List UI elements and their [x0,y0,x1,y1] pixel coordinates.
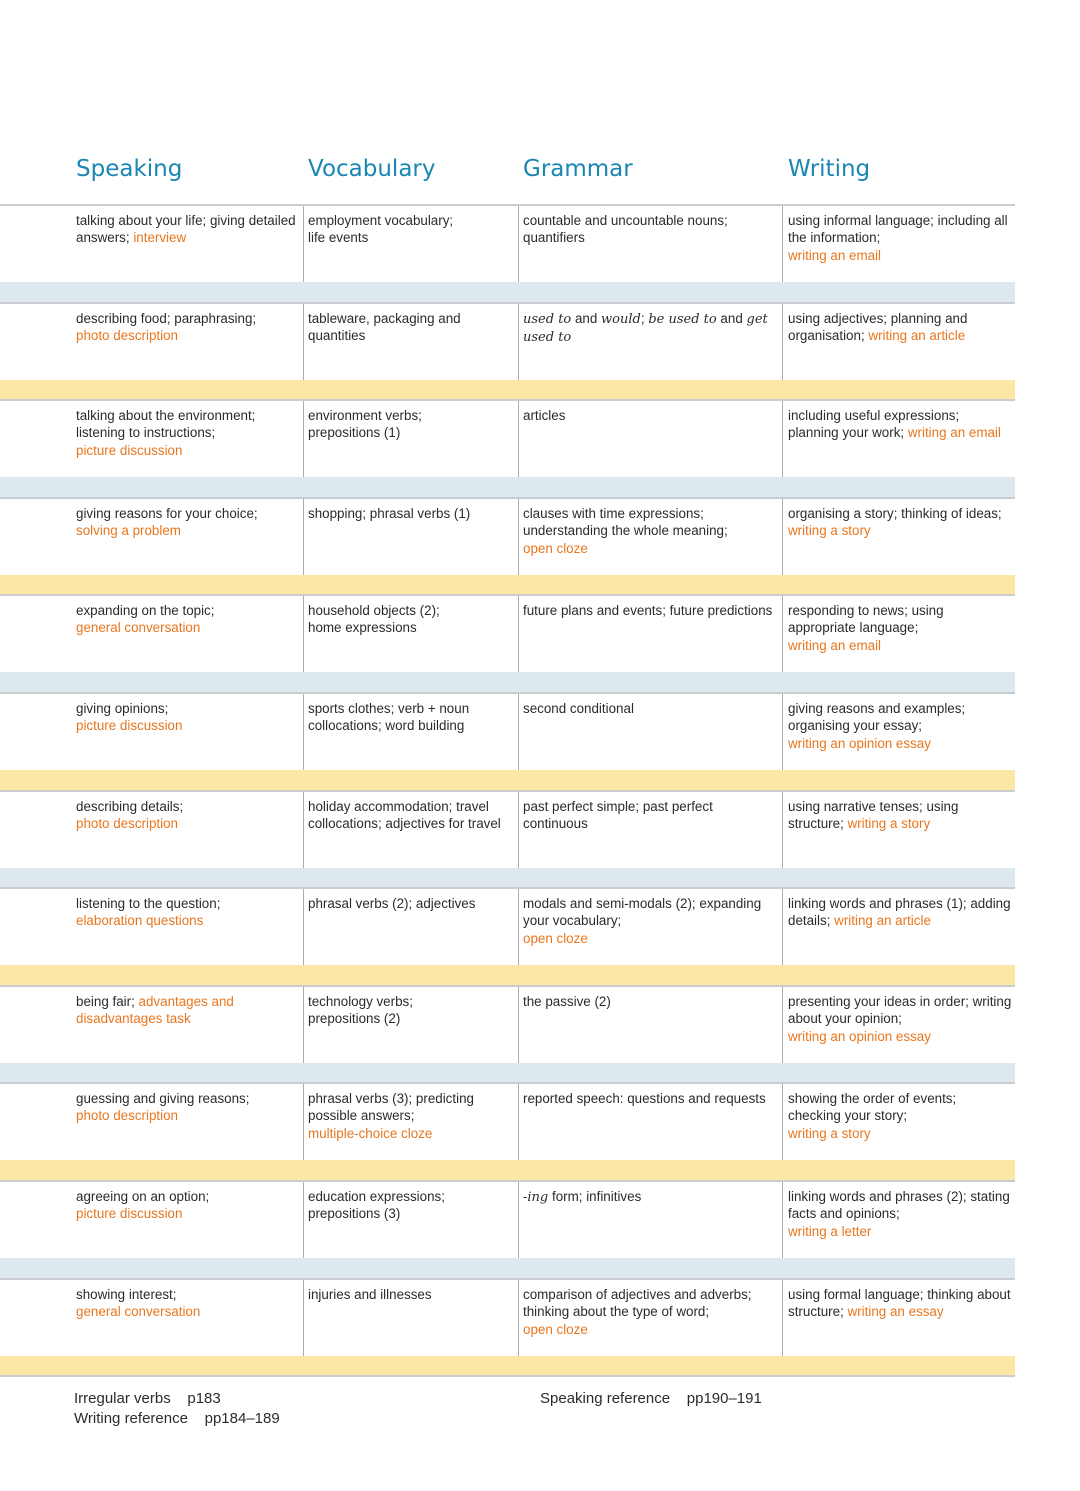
column-divider [303,1182,304,1258]
row-band [0,770,1015,790]
exam-task-link: general conversation [76,1304,201,1320]
row-band [0,965,1015,985]
exam-task-link: photo description [76,328,178,344]
row-band [0,575,1015,595]
row-divider [0,497,1015,499]
exam-task-link: writing an email [907,425,1001,441]
cell-text: organising a story; thinking of ideas; [788,506,1002,521]
italic-term: used to [523,312,572,327]
grammar-cell [523,798,779,833]
table-row [0,497,1015,595]
vocabulary-cell [308,993,513,1028]
cell-text: and [716,311,747,326]
writing-cell [788,1090,1012,1142]
column-divider [518,1280,519,1356]
row-divider [0,1180,1015,1182]
table-row [0,1082,1015,1180]
cell-text: presenting your ideas in order; writing about your opinion; [788,994,1012,1027]
row-divider [0,399,1015,401]
writing-cell [788,407,1012,442]
column-divider [782,499,783,575]
vocabulary-cell [308,700,513,735]
speaking-cell [76,700,298,735]
cell-text: linking words and phrases (2); stating facts and opinions; [788,1189,1010,1222]
cell-text: countable and uncountable nouns; quantifiers [523,213,728,246]
exam-task-link: writing an email [788,637,882,653]
cell-text: form; infinitives [548,1189,642,1204]
speaking-cell [76,895,298,930]
exam-task-link: writing an essay [847,1304,944,1320]
cell-text: linking words and phrases (1); adding details; [788,896,1011,929]
vocabulary-cell [308,407,513,442]
header-vocabulary: Vocabulary [308,156,436,182]
cell-text: giving reasons and examples; organising your essay; [788,701,966,734]
writing-cell [788,1188,1012,1240]
cell-text: expanding on the topic; [76,603,215,618]
column-divider [782,1084,783,1160]
grammar-cell [523,700,779,717]
column-divider [518,792,519,868]
header-writing: Writing [788,156,871,182]
cell-text: guessing and giving reasons; [76,1091,250,1106]
exam-task-link: writing a letter [788,1223,872,1239]
footer-irregular-verbs: Irregular verbs p183 [74,1390,221,1407]
column-divider [782,694,783,770]
table-row [0,692,1015,790]
cell-text: employment vocabulary; life events [308,213,454,246]
header-grammar: Grammar [523,156,633,182]
column-divider [782,792,783,868]
row-divider [0,1082,1015,1084]
cell-text: using narrative tenses; using structure; [788,799,959,832]
cell-text: using adjectives; planning and organisation; [788,311,968,344]
speaking-cell [76,1188,298,1223]
cell-text: showing the order of events; checking your story; [788,1091,957,1124]
italic-term: get used to [523,312,768,346]
cell-text: showing interest; [76,1287,177,1302]
cell-text: education expressions; prepositions (3) [308,1189,445,1222]
column-divider [518,889,519,965]
exam-task-link: writing an opinion essay [788,735,931,751]
row-divider [0,302,1015,304]
header-speaking: Speaking [76,156,183,182]
cell-text: reported speech: questions and requests [523,1091,766,1106]
cell-text: using formal language; thinking about structure; [788,1287,1011,1320]
table-row [0,302,1015,400]
exam-task-link: advantages and disadvantages task [76,994,234,1027]
row-band [0,477,1015,497]
italic-term: be used to [648,312,717,327]
writing-cell [788,700,1012,752]
cell-text: comparison of adjectives and adverbs; thinking about the type of word; [523,1287,752,1320]
vocabulary-cell [308,310,513,345]
exam-task-link: writing an article [868,328,966,344]
table-row [0,1180,1015,1278]
exam-task-link: solving a problem [76,523,181,539]
vocabulary-cell [308,1188,513,1223]
writing-cell [788,505,1012,540]
table-bottom-rule [0,1375,1015,1377]
vocabulary-cell [308,1286,513,1303]
writing-cell [788,602,1012,654]
row-divider [0,1278,1015,1280]
speaking-cell [76,993,298,1028]
grammar-cell [523,212,779,247]
exam-task-link: writing a story [788,1125,871,1141]
exam-task-link: open cloze [523,540,588,556]
exam-task-link: general conversation [76,620,201,636]
column-divider [782,987,783,1063]
cell-text: tableware, packaging and quantities [308,311,461,344]
table-row [0,790,1015,888]
row-band [0,1063,1015,1083]
table-row [0,985,1015,1083]
column-divider [518,1084,519,1160]
column-divider [782,206,783,282]
grammar-cell [523,505,779,557]
column-divider [303,694,304,770]
vocabulary-cell [308,1090,513,1142]
column-divider [518,1182,519,1258]
column-divider [782,1182,783,1258]
cell-text: the passive (2) [523,994,611,1009]
column-divider [518,987,519,1063]
column-divider [303,304,304,380]
italic-term: would [601,312,641,327]
row-band [0,1160,1015,1180]
cell-text: clauses with time expressions; understanding the whole meaning; [523,506,728,539]
table-row [0,1278,1015,1376]
row-divider [0,204,1015,206]
writing-cell [788,895,1012,930]
cell-text: past perfect simple; past perfect continuous [523,799,713,832]
speaking-cell [76,798,298,833]
speaking-cell [76,212,298,247]
column-divider [303,792,304,868]
column-divider [303,889,304,965]
row-band [0,380,1015,400]
table-row [0,204,1015,302]
column-divider [518,304,519,380]
cell-text: sports clothes; verb + noun collocations; word building [308,701,470,734]
cell-text: technology verbs; prepositions (2) [308,994,413,1027]
cell-text: environment verbs; prepositions (1) [308,408,422,441]
exam-task-link: elaboration questions [76,913,204,929]
row-band [0,282,1015,302]
column-divider [303,1280,304,1356]
italic-term: -ing [523,1190,549,1205]
column-divider [303,987,304,1063]
column-divider [782,304,783,380]
writing-cell [788,212,1012,264]
writing-cell [788,1286,1012,1321]
column-divider [518,596,519,672]
table-row [0,887,1015,985]
column-divider [303,1084,304,1160]
column-divider [303,499,304,575]
cell-text: ; [640,311,649,326]
grammar-cell [523,993,779,1010]
exam-task-link: writing a story [788,523,871,539]
exam-task-link: picture discussion [76,718,183,734]
cell-text: talking about your life; giving detailed answers; [76,213,296,246]
exam-task-link: open cloze [523,1321,588,1337]
exam-task-link: photo description [76,1108,178,1124]
speaking-cell [76,602,298,637]
speaking-cell [76,505,298,540]
footer-writing-reference: Writing reference pp184–189 [74,1410,280,1427]
cell-text: future plans and events; future predictions [523,603,773,618]
cell-text: agreeing on an option; [76,1189,210,1204]
vocabulary-cell [308,895,513,912]
row-band [0,1258,1015,1278]
cell-text: describing food; paraphrasing; [76,311,257,326]
cell-text: second conditional [523,701,634,716]
column-divider [782,596,783,672]
grammar-cell [523,602,779,619]
cell-text: listening to the question; [76,896,221,911]
cell-text: shopping; phrasal verbs (1) [308,506,471,521]
row-divider [0,790,1015,792]
speaking-cell [76,1286,298,1321]
vocabulary-cell [308,505,513,522]
column-divider [782,401,783,477]
exam-task-link: writing a story [847,816,931,832]
grammar-cell [523,1286,779,1338]
row-band [0,868,1015,888]
cell-text: household objects (2); home expressions [308,603,440,636]
cell-text: using informal language; including all the information; [788,213,1008,246]
column-divider [518,694,519,770]
cell-text: phrasal verbs (2); adjectives [308,896,476,911]
exam-task-link: picture discussion [76,1206,183,1222]
cell-text: describing details; [76,799,184,814]
vocabulary-cell [308,602,513,637]
cell-text: giving opinions; [76,701,169,716]
grammar-cell [523,407,779,424]
column-divider [518,401,519,477]
exam-task-link: multiple-choice cloze [308,1125,433,1141]
cell-text: giving reasons for your choice; [76,506,258,521]
row-divider [0,594,1015,596]
cell-text: being fair; [76,994,139,1009]
exam-task-link: interview [133,230,187,246]
column-divider [303,596,304,672]
row-band [0,1356,1015,1376]
grammar-cell [523,1090,779,1107]
exam-task-link: open cloze [523,930,588,946]
column-divider [518,206,519,282]
column-divider [303,206,304,282]
cell-text: injuries and illnesses [308,1287,432,1302]
grammar-cell [523,1188,779,1206]
speaking-cell [76,310,298,345]
vocabulary-cell [308,798,513,833]
row-divider [0,692,1015,694]
row-band [0,672,1015,692]
cell-text: talking about the environment; listening to instructions; [76,408,256,441]
cell-text: responding to news; using appropriate language; [788,603,944,636]
grammar-cell [523,310,779,347]
writing-cell [788,993,1012,1045]
column-divider [518,499,519,575]
cell-text: and [571,311,602,326]
cell-text: including useful expressions; planning your work; [788,408,960,441]
exam-task-link: picture discussion [76,442,183,458]
row-divider [0,985,1015,987]
exam-task-link: writing an article [834,913,931,929]
cell-text: holiday accommodation; travel collocations; adjectives for travel [308,799,501,832]
cell-text: phrasal verbs (3); predicting possible answers; [308,1091,474,1124]
vocabulary-cell [308,212,513,247]
footer-speaking-reference: Speaking reference pp190–191 [540,1390,762,1407]
speaking-cell [76,407,298,459]
cell-text: modals and semi-modals (2); expanding your vocabulary; [523,896,762,929]
table-row [0,399,1015,497]
row-divider [0,887,1015,889]
exam-task-link: photo description [76,816,178,832]
writing-cell [788,798,1012,833]
column-divider [782,889,783,965]
grammar-cell [523,895,779,947]
column-divider [782,1280,783,1356]
cell-text: articles [523,408,566,423]
exam-task-link: writing an opinion essay [788,1028,931,1044]
speaking-cell [76,1090,298,1125]
column-divider [303,401,304,477]
table-row [0,594,1015,692]
exam-task-link: writing an email [788,247,882,263]
writing-cell [788,310,1012,345]
